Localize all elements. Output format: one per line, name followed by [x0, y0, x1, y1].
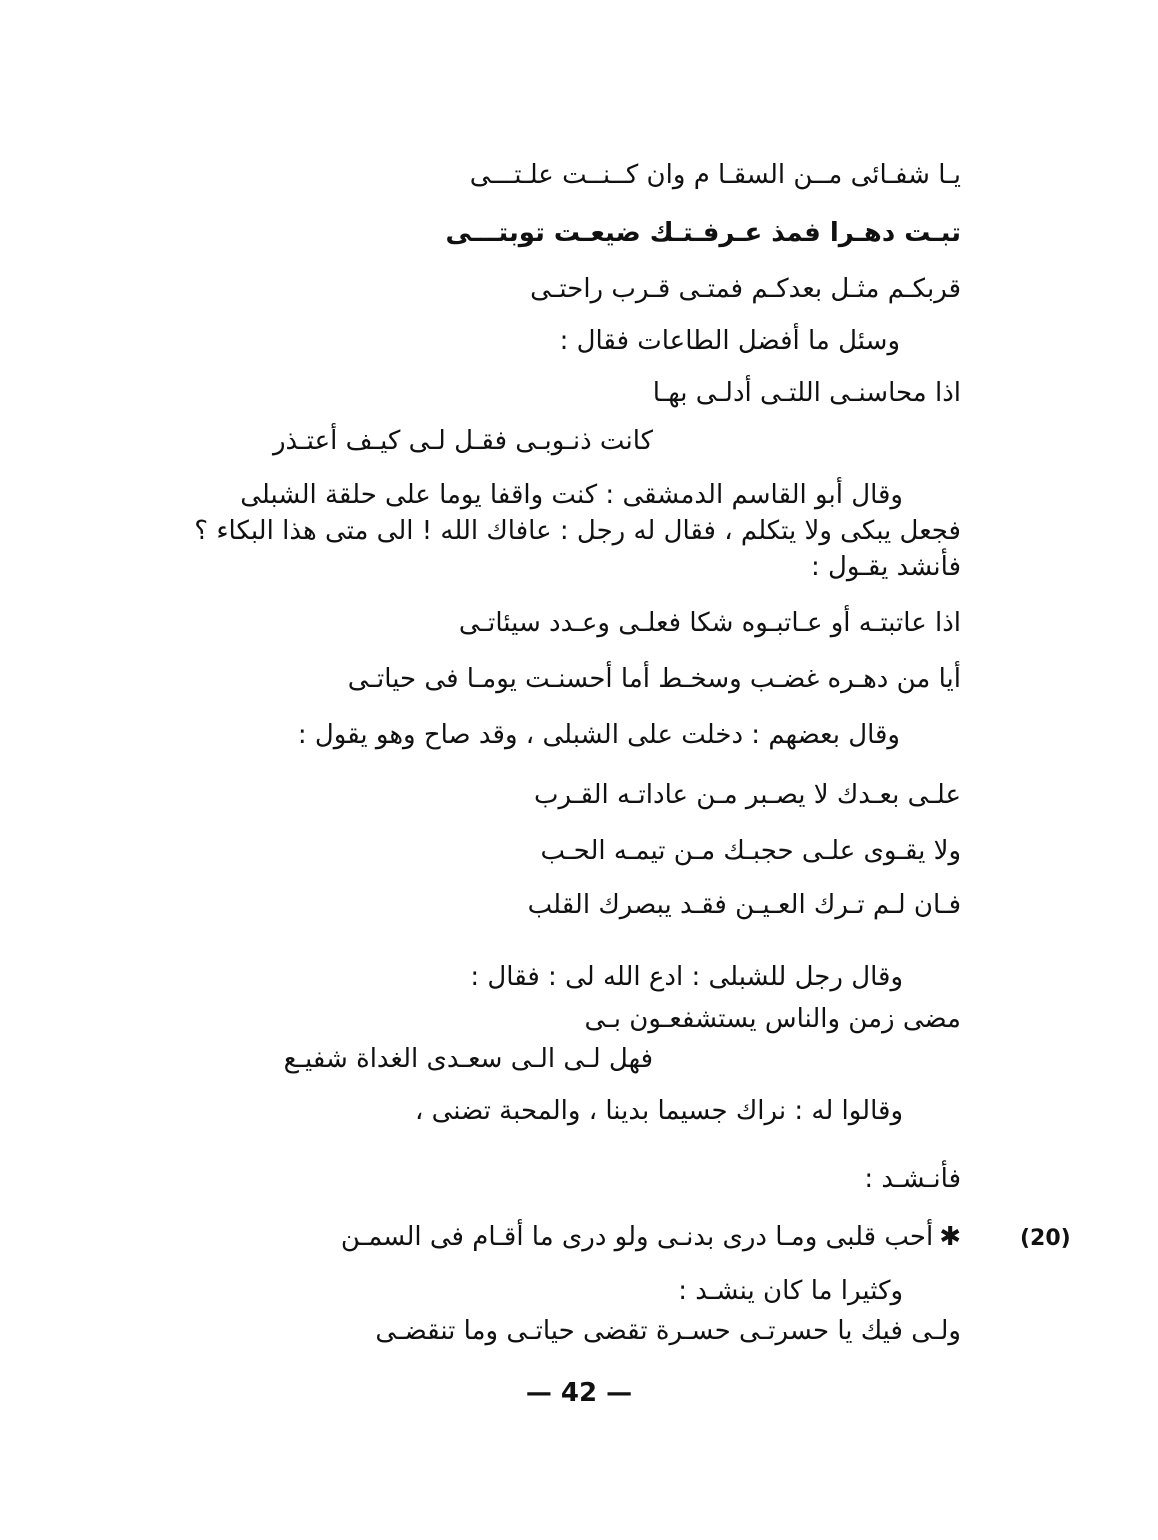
poem-line: ولـى فيك يا حسرتـى حسـرة تقضى حياتـى وما تنقضـى	[375, 1316, 961, 1346]
poem-line: مضى زمن والناس يستشفعـون بـى	[584, 1004, 961, 1034]
poem-line: اذا عاتبتـه أو عـاتبـوه شكا فعلـى وعـدد سيئاتـى	[458, 608, 961, 638]
poem-line: تبـت دهـرا فمذ عـرفـتـك ضيعـت توبتـــى	[445, 218, 961, 248]
prose-line: وكثيرا ما كان ينشـد :	[678, 1276, 903, 1306]
prose-line: وقالوا له : نراك جسيما بدينا ، والمحبة تضنى ،	[414, 1096, 903, 1126]
poem-text: أحب قلبى ومـا درى بدنـى ولو درى ما أقـام فى السمـن	[340, 1222, 934, 1252]
poem-line: ولا يقـوى علـى حجبـك مـن تيمـه الحـب	[540, 836, 961, 866]
poem-line: فـان لـم تـرك العـيـن فقـد يبصرك القلب	[527, 890, 961, 920]
footnote-number: (20)	[1020, 1226, 1071, 1251]
poem-line: كانت ذنـوبـى فقـل لـى كيـف أعتـذر	[272, 426, 653, 456]
poem-line: اذا محاسنـى اللتـى أدلـى بهـا	[652, 378, 961, 408]
poem-line: علـى بعـدك لا يصـبر مـن عاداتـه القـرب	[534, 780, 961, 810]
prose-line: فأنـشـد :	[864, 1164, 961, 1194]
poem-line: فهل لـى الـى سعـدى الغداة شفيـع	[283, 1044, 653, 1074]
prose-line: وقال رجل للشبلى : ادع الله لى : فقال :	[470, 962, 903, 992]
page-number: — 42 —	[525, 1378, 633, 1408]
asterisk-icon: ✱	[939, 1222, 961, 1252]
prose-line: وسئل ما أفضل الطاعات فقال :	[559, 326, 900, 356]
prose-line: وقال أبو القاسم الدمشقى : كنت واقفا يوما على حلقة الشبلى	[240, 480, 903, 510]
poem-line: قربكـم مثـل بعدكـم فمتـى قـرب راحتـى	[530, 274, 961, 304]
prose-line: فأنشد يقـول :	[810, 552, 961, 582]
poem-line	[341, 1220, 961, 1254]
prose-line: فجعل يبكى ولا يتكلم ، فقال له رجل : عافاك الله ! الى متى هذا البكاء ؟	[194, 516, 961, 546]
prose-line: وقال بعضهم : دخلت على الشبلى ، وقد صاح وهو يقول :	[297, 720, 900, 750]
poem-line: يـا شفـائى مــن السقـا م وان كــنــت علـتـــى	[469, 160, 961, 190]
poem-line: أيا من دهـره غضـب وسخـط أما أحسنـت يومـا فى حياتـى	[347, 664, 961, 694]
